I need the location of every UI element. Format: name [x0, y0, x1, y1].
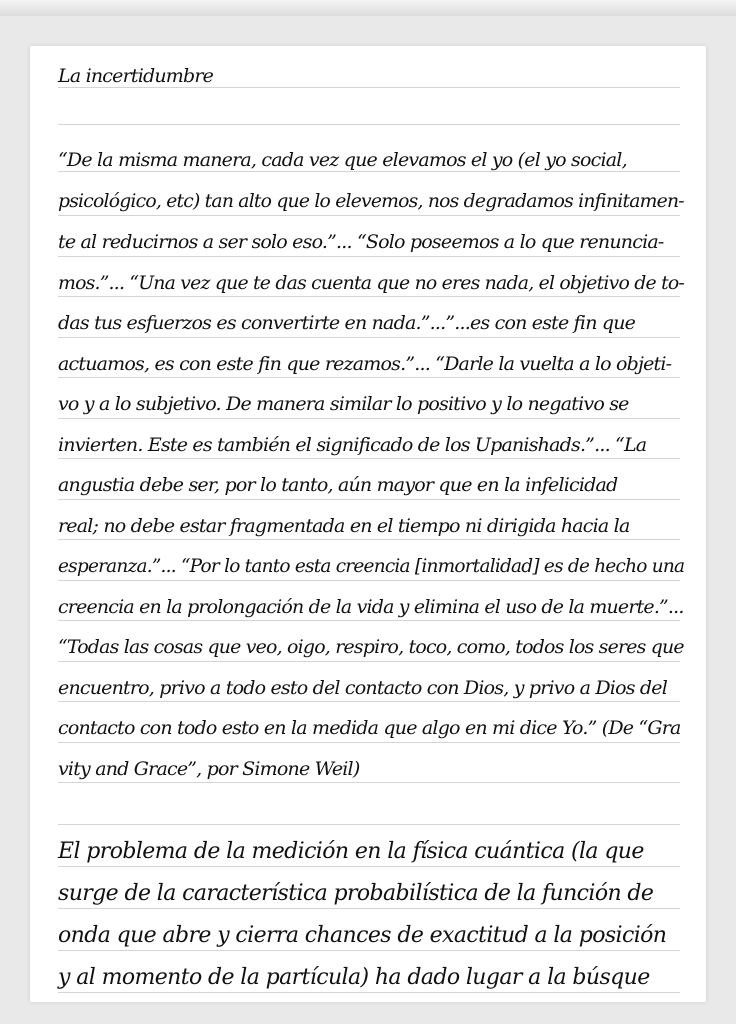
page-title: La incertidumbre — [58, 65, 214, 87]
quote-line: creencia en la prolongación de la vida y elimina el uso de la muerte.”... — [58, 596, 684, 618]
quote-line: vity and Grace”, por Simone Weil) — [58, 758, 360, 780]
quote-line: invierten. Este es también el significado de los Upanishads.”... “La — [58, 434, 647, 456]
ruled-line — [58, 701, 680, 702]
ruled-line — [58, 580, 680, 581]
paragraph-line: surge de la característica probabilística de la función de — [58, 881, 654, 906]
ruled-line — [58, 499, 680, 500]
top-shadow-strip — [0, 0, 736, 16]
ruled-line — [58, 296, 680, 297]
paragraph-line: y al momento de la partícula) ha dado lugar a la búsque — [58, 965, 650, 990]
paragraph-line: onda que abre y cierra chances de exactitud a la posición — [58, 923, 667, 948]
ruled-line — [58, 950, 680, 951]
quote-line: esperanza.”... “Por lo tanto esta creencia [inmortalidad] es de hecho una — [58, 555, 685, 577]
quote-line: encuentro, privo a todo esto del contacto con Dios, y privo a Dios del — [58, 677, 667, 699]
paragraph-line: El problema de la medición en la física cuántica (la que — [58, 839, 644, 864]
ruled-line — [58, 337, 680, 338]
quote-line: contacto con todo esto en la medida que algo en mi dice Yo.” (De “Gra — [58, 717, 681, 739]
ruled-line — [58, 782, 680, 783]
ruled-line — [58, 824, 680, 825]
ruled-line — [58, 620, 680, 621]
quote-line: das tus esfuerzos es convertirte en nada.”...”...es con este fin que — [58, 312, 636, 334]
quote-line: psicológico, etc) tan alto que lo elevemos, nos degradamos infinitamen- — [58, 190, 684, 212]
notebook-page — [30, 46, 706, 1002]
ruled-line — [58, 661, 680, 662]
ruled-line — [58, 458, 680, 459]
ruled-line — [58, 215, 680, 216]
ruled-line — [58, 992, 680, 993]
quote-line: mos.”... “Una vez que te das cuenta que no eres nada, el objetivo de to- — [58, 272, 684, 294]
ruled-line — [58, 742, 680, 743]
ruled-line — [58, 377, 680, 378]
ruled-line — [58, 256, 680, 257]
quote-line: “Todas las cosas que veo, oigo, respiro, toco, como, todos los seres que — [58, 636, 684, 658]
quote-line: actuamos, es con este fin que rezamos.”... “Darle la vuelta a lo objeti- — [58, 353, 672, 375]
ruled-line — [58, 539, 680, 540]
quote-line: angustia debe ser, por lo tanto, aún mayor que en la infelicidad — [58, 474, 618, 496]
ruled-line — [58, 124, 680, 125]
ruled-line — [58, 866, 680, 867]
ruled-line — [58, 908, 680, 909]
quote-line: “De la misma manera, cada vez que elevamos el yo (el yo social, — [58, 149, 627, 171]
quote-line: vo y a lo subjetivo. De manera similar lo positivo y lo negativo se — [58, 393, 629, 415]
quote-line: te al reducirnos a ser solo eso.”... “Solo poseemos a lo que renuncia- — [58, 231, 664, 253]
quote-line: real; no debe estar fragmentada en el tiempo ni dirigida hacia la — [58, 515, 630, 537]
ruled-line — [58, 418, 680, 419]
